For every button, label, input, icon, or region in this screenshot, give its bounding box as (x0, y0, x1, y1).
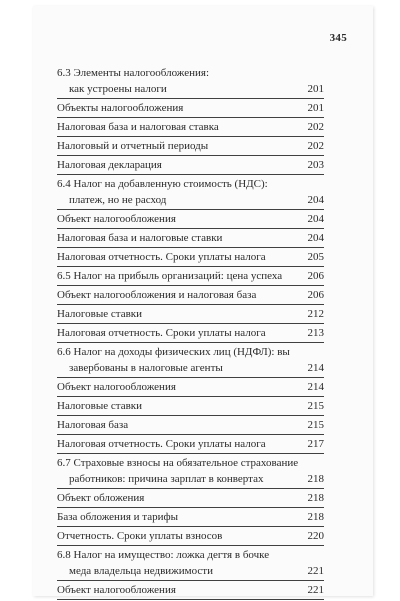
toc-entry-title: Налоговая база и налоговая ставка (57, 121, 219, 133)
toc-page-number: 206 (307, 289, 324, 301)
toc-entry (57, 230, 324, 248)
toc-page-number: 214 (307, 381, 324, 393)
toc-entry (57, 325, 324, 343)
toc-entry-title: Налоговая отчетность. Сроки уплаты налога (57, 327, 266, 339)
toc-page-number: 220 (307, 530, 324, 542)
toc-entry-title: Налоговая отчетность. Сроки уплаты налога (57, 438, 266, 450)
toc-page-number: 218 (307, 473, 324, 485)
toc-entry-title: Объект налогообложения (57, 213, 176, 225)
toc-page-number: 206 (307, 270, 324, 282)
toc-page-number: 221 (307, 565, 324, 577)
toc-page-number: 218 (307, 511, 324, 523)
toc-entry (57, 176, 324, 210)
toc-entry-title: как устроены налоги (69, 83, 167, 95)
toc-entry-title-line: 6.4 Налог на добавленную стоимость (НДС): (57, 178, 268, 190)
toc-entry-title: Налоговая отчетность. Сроки уплаты налога (57, 251, 266, 263)
toc-entry (57, 249, 324, 267)
toc-page-number: 214 (307, 362, 324, 374)
toc-entry-title: Налоговая база (57, 419, 129, 431)
toc-page-number: 201 (307, 102, 324, 114)
toc-entry-title: Объект налогообложения и налоговая база (57, 289, 257, 301)
toc-entry-title: Отчетность. Сроки уплаты взносов (57, 530, 223, 542)
toc-page-number: 202 (307, 121, 324, 133)
toc-page-number: 204 (307, 213, 324, 225)
toc-page-number: 213 (307, 327, 324, 339)
toc-page-number: 203 (307, 159, 324, 171)
toc-entry-title: Объект налогообложения (57, 584, 176, 596)
toc-entry-title-line: 6.3 Элементы налогообложения: (57, 67, 210, 79)
toc-entry-title: Объект налогообложения (57, 381, 176, 393)
toc-page-number: 215 (307, 400, 324, 412)
toc-page-number: 221 (307, 584, 324, 596)
toc-page-number: 212 (307, 308, 324, 320)
toc-entry-title: Налоговая декларация (57, 159, 162, 171)
toc-entry-title: Налоговая база и налоговые ставки (57, 232, 223, 244)
page-number: 345 (329, 32, 347, 44)
toc-entry-title-line: 6.6 Налог на доходы физических лиц (НДФЛ): вы (57, 346, 290, 358)
toc-entry (57, 379, 324, 397)
toc-page-number: 201 (307, 83, 324, 95)
toc-entry (57, 528, 324, 546)
toc-entry (57, 417, 324, 435)
toc-page-number: 217 (307, 438, 324, 450)
toc-entry-title: завербованы в налоговые агенты (69, 362, 223, 374)
toc-entry (57, 157, 324, 175)
toc-page-number: 215 (307, 419, 324, 431)
toc-page-number: 205 (307, 251, 324, 263)
book-page (33, 6, 373, 596)
toc-entry-title: Объекты налогообложения (57, 102, 184, 114)
toc-entry-title-line: 6.7 Страховые взносы на обязательное страхование (57, 457, 299, 469)
table-of-contents (57, 65, 324, 601)
toc-entry-title: Налоговый и отчетный периоды (57, 140, 209, 152)
toc-entry (57, 547, 324, 581)
toc-entry (57, 211, 324, 229)
toc-entry-title: платеж, но не расход (69, 194, 167, 206)
toc-entry-title: Налоговые ставки (57, 308, 142, 320)
toc-entry-title: работников: причина зарплат в конвертах (69, 473, 264, 485)
toc-entry (57, 268, 324, 286)
toc-entry (57, 344, 324, 378)
toc-entry-title-line: 6.8 Налог на имущество: ложка дегтя в бочке (57, 549, 270, 561)
toc-entry (57, 582, 324, 600)
toc-entry (57, 436, 324, 454)
toc-entry (57, 287, 324, 305)
toc-entry (57, 455, 324, 489)
toc-page-number: 218 (307, 492, 324, 504)
toc-entry (57, 306, 324, 324)
toc-entry (57, 119, 324, 137)
toc-entry (57, 490, 324, 508)
toc-entry (57, 398, 324, 416)
toc-page-number: 204 (307, 194, 324, 206)
toc-page-number: 202 (307, 140, 324, 152)
toc-entry (57, 138, 324, 156)
toc-entry-title: Налоговые ставки (57, 400, 142, 412)
toc-entry-title: Объект обложения (57, 492, 145, 504)
toc-entry-title: База обложения и тарифы (57, 511, 178, 523)
toc-entry-title: 6.5 Налог на прибыль организаций: цена успеха (57, 270, 283, 282)
toc-entry (57, 509, 324, 527)
toc-entry (57, 100, 324, 118)
toc-page-number: 204 (307, 232, 324, 244)
toc-entry-title: меда владельца недвижимости (69, 565, 213, 577)
toc-entry (57, 65, 324, 99)
